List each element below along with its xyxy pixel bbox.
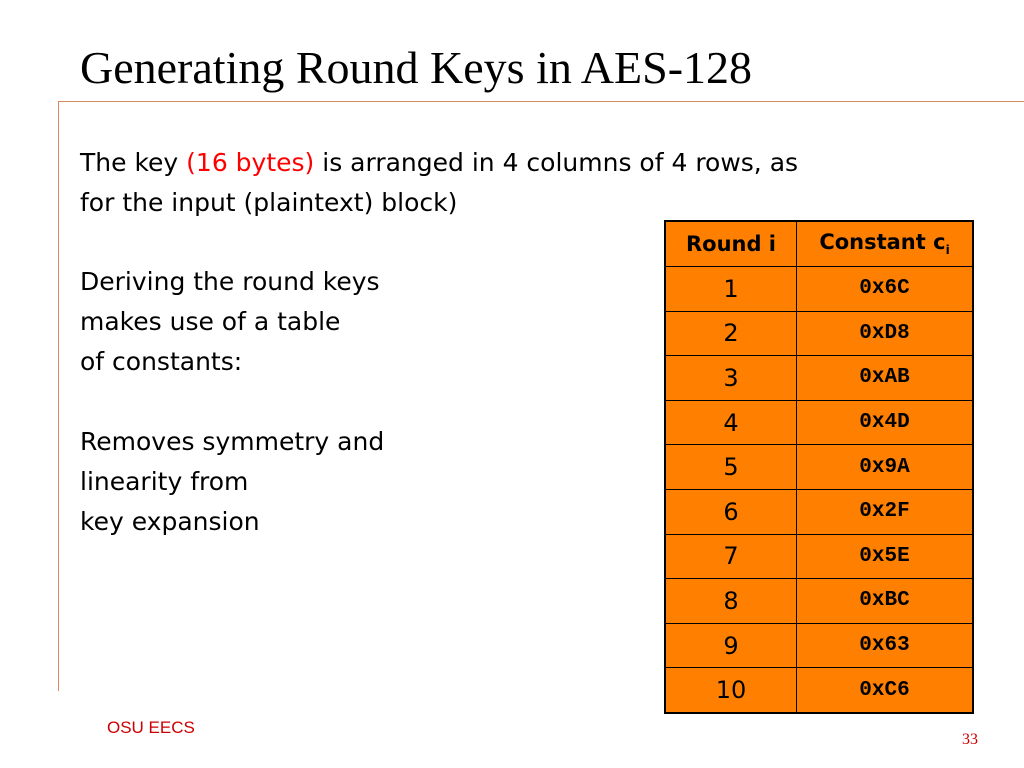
header-constant-label: Constant c [819,230,946,255]
bullet-symmetry [80,422,384,542]
constant-cell: 0xC6 [797,668,974,713]
bullet-line [80,302,380,342]
table-row [665,267,973,312]
page-number: 33 [962,731,978,748]
bullet-round-keys [80,262,380,382]
table-row [665,356,973,401]
table-header-row [665,221,973,267]
bullet-line [80,183,798,223]
footer-org: OSU EECS [107,718,195,737]
table-row [665,623,973,668]
bullet-text: linearity from [80,467,249,496]
bullet-line [80,342,380,382]
header-constant-subscript: i [945,243,950,258]
constant-cell: 0x4D [797,400,974,445]
bullet-text: The key [80,148,187,177]
constant-cell: 0xD8 [797,311,974,356]
round-cell: 7 [665,534,797,579]
round-constants-table [664,220,974,714]
round-cell: 5 [665,445,797,490]
header-round: Round i [665,221,797,267]
table-row [665,400,973,445]
bullet-line [80,262,380,302]
title-divider-horizontal [58,101,1024,102]
bullet-line [80,462,384,502]
table-body [665,267,973,713]
bullet-text: Deriving the round keys [80,267,380,296]
table-row [665,311,973,356]
constant-cell: 0x6C [797,267,974,312]
constant-cell: 0x2F [797,489,974,534]
bullet-text: Removes symmetry and [80,427,385,456]
table-row [665,668,973,713]
constant-cell: 0xAB [797,356,974,401]
bullet-line [80,422,385,462]
bullet-line [80,502,384,542]
round-cell: 2 [665,311,797,356]
table-row [665,489,973,534]
round-cell: 8 [665,579,797,624]
bullet-text: key expansion [80,507,260,536]
constant-cell: 0x9A [797,445,974,490]
bullet-text: for the input (plaintext) block) [80,188,458,217]
left-divider-vertical [58,101,59,691]
table-row [665,579,973,624]
header-constant [797,221,974,267]
slide-title: Generating Round Keys in AES-128 [80,42,753,93]
table-row [665,445,973,490]
constant-cell: 0x5E [797,534,974,579]
bullet-text: is arranged in 4 columns of 4 rows, as [314,148,799,177]
bullet-text: of constants: [80,347,243,376]
round-cell: 3 [665,356,797,401]
round-cell: 1 [665,267,797,312]
highlighted-text: (16 bytes) [186,148,315,177]
round-cell: 9 [665,623,797,668]
constant-cell: 0x63 [797,623,974,668]
constant-cell: 0xBC [797,579,974,624]
round-cell: 6 [665,489,797,534]
table-row [665,534,973,579]
bullet-key-arrangement [80,143,798,223]
round-cell: 10 [665,668,797,713]
round-cell: 4 [665,400,797,445]
bullet-line [80,143,799,183]
bullet-text: makes use of a table [80,307,341,336]
